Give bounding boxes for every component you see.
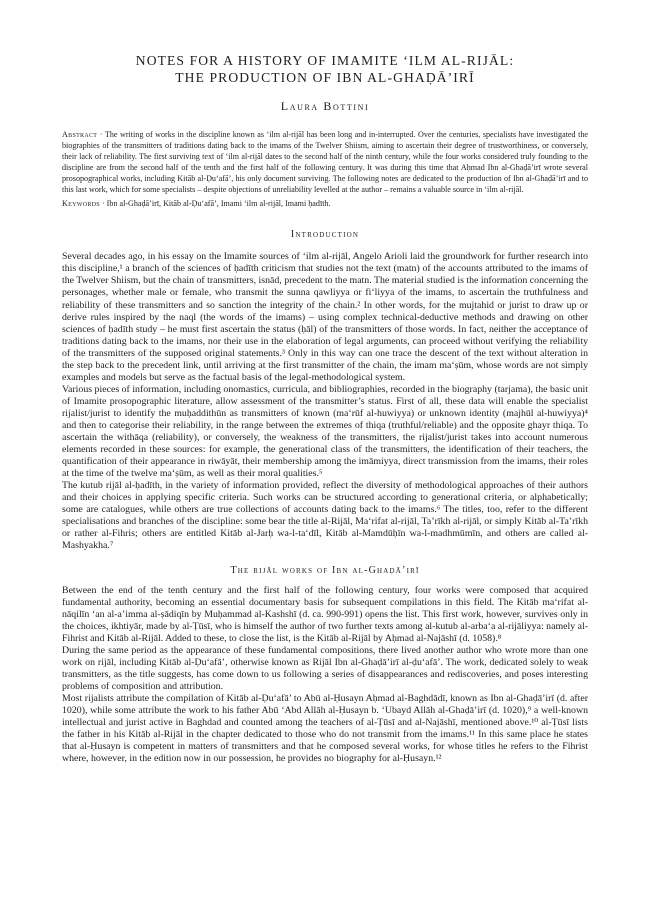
article-title — [62, 52, 588, 86]
keywords-label: Keywords — [62, 199, 100, 209]
paragraph: Several decades ago, in his essay on the Imamite sources of ‘ilm al-rijāl, Angelo Arioli laid the groundwork for further research into this discipline,¹ a branch of the sciences of ḥadīth criticism that studies not the text (matn) of the accounts attributed to the imams of the Twelver Shiism, but the chain of transmitters, isnād, precedent to the matn. The material studied is the information concerning the personages, whether male or female, who transmit the sunna qawliyya or fi‘liyya of the imams, to ascertain the truthfulness and reliability of these transmitters and so sanction the integrity of the chain.² In other words, for the mujtahid or jurist to draw up or derive rules inspired by the naql (the words of the imams) – using complex technical-deductive methods and drawing on other sciences of ḥadīth study – he must first ascertain the status (ḥāl) of the transmitters of those words. In fact, neither the acceptance of traditions dating back to the imams, nor their use in the elaboration of legal arguments, can proceed without verifying the reliability of the transmitters of the supposed original statements.³ Only in this way can one trace the descent of the text without alteration in the step back to the precedent link, until arriving at the first transmitter of the chain, the imam ma‘ṣūm, whose words are not simply examples and models but serve as the factual basis of the legal-methodological system. — [62, 251, 588, 383]
section-heading-rijal-works: The rijāl works of Ibn al-Ghaḍā’irī — [230, 564, 420, 576]
paragraph: The kutub rijāl al-ḥadīth, in the variety of information provided, reflect the diversity of methodological approaches of their authors and their choices in applying specific criteria. Such works can be structured according to generational criteria, or alphabetically; some are catalogues, while others are true collections of accounts dating back to the imams.⁶ The titles, too, refer to the different specialisations and branches of the discipline: some bear the title al-Rijāl, Ma‘rifat al-rijāl, Ta’rīkh al-rijāl, or simply Kitāb al-Ta’rīkh or rather al-Fihris; others are entitled Kitāb al-Jarḥ wa-l-ta‘dīl, Kitāb al-Mamdūḥīn wa-l-madhmūmīn, and others are called al-Mashyakha.⁷ — [62, 480, 588, 552]
paragraph: Various pieces of information, including onomastics, curricula, and bibliographies, recorded in the biography (tarjama), the basic unit of Imamite prosopographic literature, allow assessment of the transmitter’s status. First of all, these data will enable the specialist rijalist/jurist to identify the muḥaddithūn as transmitters of known (ma‘rūf al-huwiyya) or unknown identity (majhūl al-huwiyya)⁴ and then to categorise their reliability, in the range between the extremes of thiqa (truthful/reliable) and the opposite ghayr thiqa. To ascertain the withāqa (reliability), or conversely, the weakness of the transmitters, the rijalist/jurist takes into account numerous elements recorded in these sources: for example, the generational class of the transmitters, the identification of their teachers, the quantification of their appearance in riwāyāt, their membership among the imāmiyya, direct transmission from the imams, their roles at the time of the twelve ma‘ṣūm, as well as their moral qualities.⁵ — [62, 383, 588, 480]
paragraph: Between the end of the tenth century and the first half of the following century, four works were composed that acquired fundamental authority, becoming an essential documentary basis for subsequent compilations in this field. The Kitāb ma‘rifat al-nāqilīn ‘an al-a’imma al-ṣādiqīn by Muḥammad al-Kashshī (d. ca. 990-991) opens the list. This first work, however, survives only in the choices, ikhtiyār, made by al-Ṭūsī, who is himself the author of two further texts among al-kutub al-arba‘a al-rijāliyya: namely al-Fihrist and Kitāb al-Rijāl. Added to these, to close the list, is the Kitāb al-Rijāl by Aḥmad al-Najāshī (d. 1058).⁸ — [62, 584, 588, 644]
abstract-text: · The writing of works in the discipline known as ‘ilm al-rijāl has been long and in-interrupted. Over the centuries, specialists have investigated the biographies of the transmitters of traditions dating back to the imams of the Twelver Shiism, aiming to ascertain their degree of trustworthiness, or conversely, their lack of reliability. The first surviving text of ‘ilm al-rijāl dates to the second half of the ninth century, while the four works considered truly founding to the discipline are from the second half of the tenth and the first half of the following century. It was during this time that Aḥmad Ibn al-Ghaḍā’irī wrote several prosopographical works, including Kitāb al-Ḍu‘afā’, his only document surviving. The following notes are dedicated to the production of Ibn al-Ghaḍā’irī and to this last work, which for some specialists – despite objections of unreliability levelled at the author – remains a valuable source in ‘ilm al-rijāl. — [62, 130, 588, 194]
paragraph: During the same period as the appearance of these fundamental compositions, there lived another author who wrote more than one work on rijāl, including Kitāb al-Ḍu‘afā’, otherwise known as Rijāl Ibn al-Ghaḍā’irī al-ḍu‘afā’. The work, dedicated solely to weak transmitters, as the title suggests, has come down to us following a series of disappearances and rediscoveries, and poses interesting problems of composition and attribution. — [62, 644, 588, 692]
section-heading-introduction: Introduction — [290, 229, 360, 241]
abstract — [62, 130, 588, 195]
keywords — [62, 199, 588, 210]
abstract-label: Abstract — [62, 130, 98, 139]
keywords-text: · Ibn al-Ghaḍā’irī, Kitāb al-Ḍu‘afā’, Imami ‘ilm al-rijāl, Imami ḥadīth. — [99, 199, 331, 209]
paragraph: Most rijalists attribute the compilation of Kitāb al-Ḍu‘afā’ to Abū al-Ḥusayn Aḥmad al-Baghdādī, known as Ibn al-Ghaḍā’irī (d. after 1020), while some attribute the work to his father Abū ‘Abd Allāh al-Ḥusayn b. ‘Ubayd Allāh al-Ghaḍā’irī (d. 1020),⁹ a well-known intellectual and jurist active in Baghdad and counted among the teachers of al-Ṭūsī and al-Najāshī, mentioned above.¹⁰ al-Ṭūsī lists the father in his Kitāb al-Rijāl in the chapter dedicated to those who do not transmit from the imams.¹¹ In this same place he states that al-Ḥusayn is competent in matters of transmitters and that he composed several works, for whose titles he refers to the Fihrist where, however, in the edition now in our possession, he provides no biography for al-Ḥusayn.¹² — [62, 692, 588, 765]
title-line-1: NOTES FOR A HISTORY OF IMAMITE ‘ILM AL-RIJĀL: — [135, 53, 515, 68]
author-name: Laura Bottini — [280, 99, 370, 113]
title-line-2: THE PRODUCTION OF IBN AL-GHAḌĀ’IRĪ — [175, 70, 475, 85]
